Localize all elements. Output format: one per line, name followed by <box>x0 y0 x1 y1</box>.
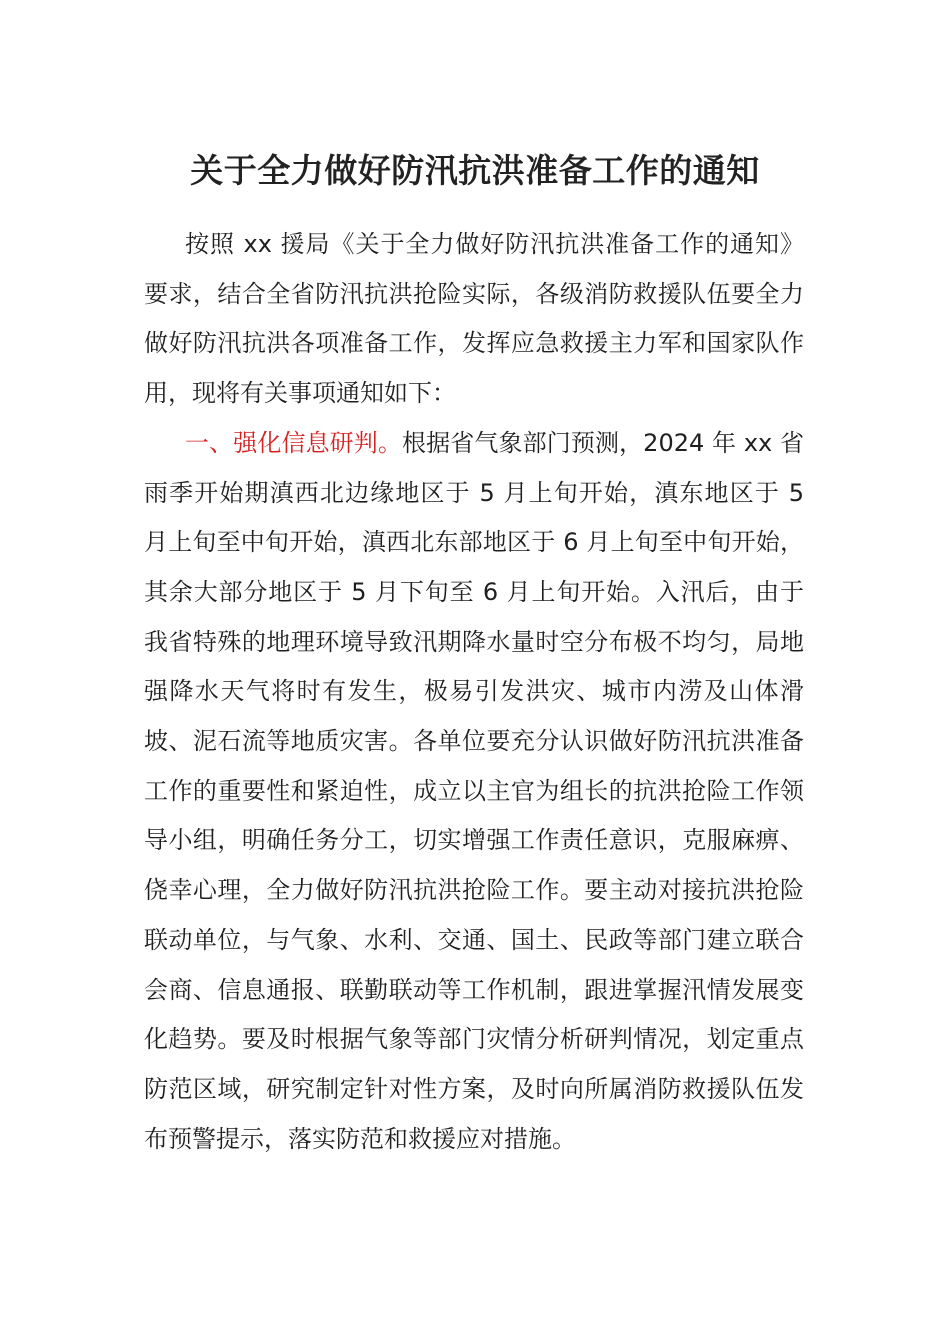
document-title: 关于全力做好防汛抗洪准备工作的通知 <box>190 151 760 190</box>
intro-paragraph <box>144 220 804 419</box>
section-1-text: 根据省气象部门预测，2024 年 xx 省雨季开始期滇西北边缘地区于 5 月上旬开始，滇东地区于 5 月上旬至中旬开始，滇西北东部地区于 6 月上旬至中旬开始，其余大部分地区于 5 月下旬至 6 月上旬开始。入汛后，由于我省特殊的地理环境导致汛期降水量时空分布极不均匀，局地强降水天气将时有发生，极易引发洪灾、城市内涝及山体滑坡、泥石流等地质灾害。各单位要充分认识做好防汛抗洪准备工作的重要性和紧迫性，成立以主官为组长的抗洪抢险工作领导小组，明确任务分工，切实增强工作责任意识，克服麻痹、侥幸心理，全力做好防汛抗洪抢险工作。要主动对接抗洪抢险联动单位，与气象、水利、交通、国土、民政等部门建立联合会商、信息通报、联勤联动等工作机制，跟进掌握汛情发展变化趋势。要及时根据气象等部门灾情分析研判情况，划定重点防范区域，研究制定针对性方案，及时向所属消防救援队伍发布预警提示，落实防范和救援应对措施。 <box>144 428 804 1153</box>
section-1-heading: 一、强化信息研判。 <box>185 428 403 457</box>
intro-paragraph-text: 按照 xx 援局《关于全力做好防汛抗洪准备工作的通知》要求，结合全省防汛抗洪抢险实际，各级消防救援队伍要全力做好防汛抗洪各项准备工作，发挥应急救援主力军和国家队作用，现将有关事项通知如下： <box>144 230 804 408</box>
document-body <box>144 220 804 1164</box>
section-1-paragraph <box>144 419 804 1165</box>
